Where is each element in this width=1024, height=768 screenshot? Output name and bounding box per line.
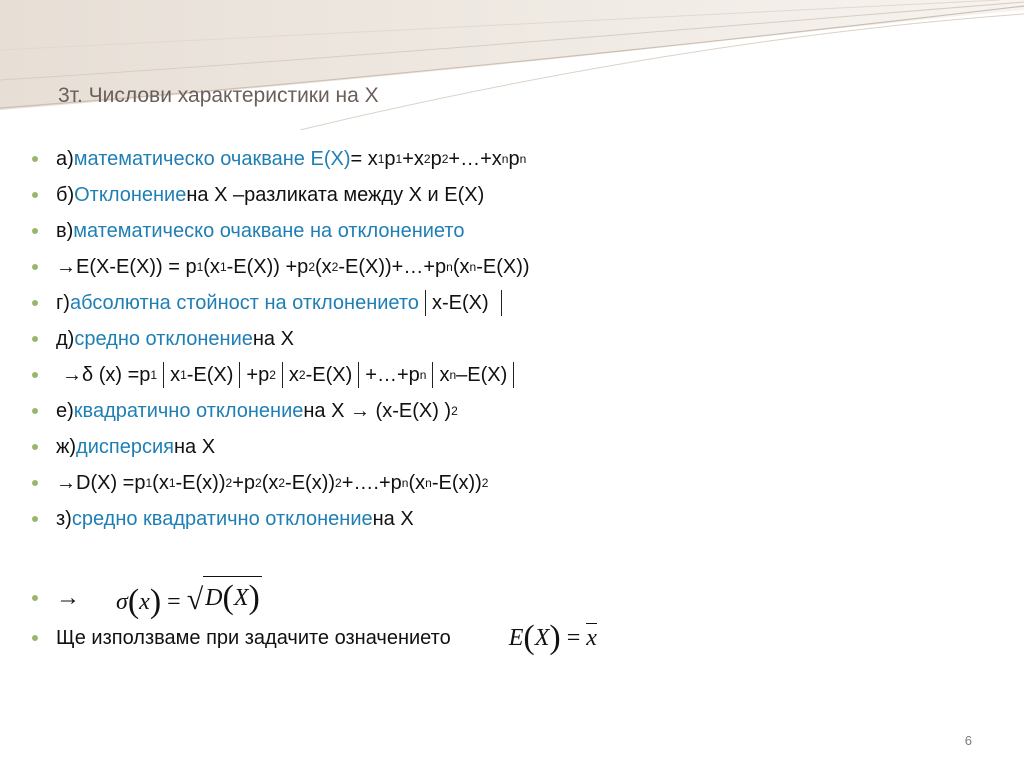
term-absolute-deviation: абсолютна стойност на отклонението [69, 291, 419, 314]
equals: = [566, 625, 581, 651]
list-item-sigma-formula [32, 574, 262, 622]
paren: ( [523, 619, 535, 656]
list-item-g [32, 286, 508, 320]
formula-text: (x [452, 255, 470, 278]
subscript: n [419, 368, 427, 382]
bullet-dot [32, 228, 38, 234]
arrow-symbol: → [56, 584, 80, 611]
formula-text: x-E(X) [431, 291, 489, 314]
abs-bar [282, 362, 283, 388]
item-text: на X [173, 435, 216, 458]
paren: ) [248, 578, 260, 616]
item-prefix: з) [56, 507, 72, 530]
subscript: 1 [180, 368, 187, 382]
formula-text: p [384, 147, 396, 170]
term-squared-deviation: квадратично отклонение [73, 399, 304, 422]
radical-sign: √ [186, 582, 204, 616]
formula-text: →δ (x) =p [62, 363, 151, 386]
item-prefix: е) [56, 399, 74, 422]
superscript: 2 [225, 476, 233, 490]
formula-text: –E(X) [456, 363, 508, 386]
subscript: n [401, 476, 409, 490]
formula-text: →D(X) =p [56, 471, 146, 494]
list-item-e [32, 394, 458, 428]
formula-sigma [116, 576, 262, 621]
subscript: n [469, 260, 477, 274]
header-decoration [0, 0, 1024, 130]
item-text: Ще използваме при задачите означението [56, 626, 451, 649]
sigma-symbol: σ [116, 588, 128, 615]
item-prefix: а) [56, 147, 74, 170]
item-prefix: д) [56, 327, 75, 350]
subscript: 1 [168, 476, 176, 490]
variable: D [205, 584, 223, 611]
formula-text: -E(X) [186, 363, 234, 386]
formula-text: →E(X-E(X)) = p [56, 255, 197, 278]
item-prefix: г) [56, 291, 70, 314]
formula-text: +x [402, 147, 424, 170]
term-standard-deviation: средно квадратично отклонение [71, 507, 373, 530]
variable: X [233, 584, 249, 611]
bullet-dot [32, 480, 38, 486]
subscript: 2 [331, 260, 339, 274]
superscript: 2 [451, 404, 458, 418]
subscript: n [446, 260, 453, 274]
bullet-dot [32, 264, 38, 270]
page-number: 6 [964, 733, 972, 748]
radicand [203, 576, 262, 617]
bullet-dot [32, 444, 38, 450]
formula-text: (x [408, 471, 426, 494]
formula-text: -E(X)) [476, 255, 530, 278]
subscript: 1 [377, 152, 385, 166]
formula-text: -E(X)) +p [226, 255, 309, 278]
paren: ) [149, 582, 162, 620]
bullet-dot [32, 635, 38, 641]
formula-text: -E(x)) [175, 471, 226, 494]
bullet-dot [32, 372, 38, 378]
list-item-d [32, 322, 294, 356]
subscript: 1 [219, 260, 227, 274]
list-item-z [32, 502, 414, 536]
list-item-zh [32, 430, 215, 464]
subscript: 2 [269, 368, 276, 382]
formula-text: -E(x)) [431, 471, 482, 494]
subscript: 1 [150, 368, 158, 382]
formula-text: (x [152, 471, 169, 494]
subscript: 2 [423, 152, 431, 166]
formula-text: -E(x)) [285, 471, 336, 494]
list-item-d-formula [32, 358, 520, 392]
formula-text: p [508, 147, 520, 170]
abs-bar [239, 362, 240, 388]
list-item-v [32, 214, 464, 248]
variable: x [139, 588, 150, 615]
term-variance: дисперсия [76, 435, 174, 458]
bullet-dot [32, 516, 38, 522]
subscript: n [425, 476, 432, 490]
abs-bar [163, 362, 164, 388]
item-prefix: в) [56, 219, 74, 242]
subscript: 1 [395, 152, 403, 166]
formula-text: +…+p [365, 363, 420, 386]
sqrt [187, 576, 262, 617]
subscript: 2 [308, 260, 315, 274]
formula-text: x [288, 363, 299, 386]
abs-bar [432, 362, 433, 388]
term-deviation: Отклонение [74, 183, 187, 206]
formula-text: = x [350, 147, 378, 170]
list-item-v-formula [32, 250, 530, 284]
formula-text: +…+x [448, 147, 502, 170]
equals: = [167, 588, 181, 615]
superscript: 2 [335, 476, 342, 490]
list-item-zh-formula [32, 466, 488, 500]
formula-text: x [439, 363, 450, 386]
bullet-dot [32, 336, 38, 342]
variable: E [508, 625, 524, 651]
abs-bar [501, 290, 502, 316]
subscript: 1 [196, 260, 204, 274]
subscript: n [501, 152, 509, 166]
paren: ( [127, 582, 140, 620]
bullet-dot [32, 300, 38, 306]
subscript: 2 [298, 368, 306, 382]
formula-text: на X → (x-E(X) ) [303, 399, 452, 422]
subscript: n [519, 152, 527, 166]
formula-text: (x [203, 255, 220, 278]
abs-bar [358, 362, 359, 388]
bullet-dot [32, 192, 38, 198]
bullet-dot [32, 408, 38, 414]
item-prefix: ж) [56, 435, 77, 458]
superscript: 2 [481, 476, 489, 490]
list-item-a [32, 142, 526, 176]
term-mean-deviation: средно отклонение [74, 327, 253, 350]
subscript: 2 [278, 476, 286, 490]
formula-text: -E(X) [305, 363, 353, 386]
formula-text: +p [232, 471, 255, 494]
subscript: 2 [441, 152, 449, 166]
bullet-dot [32, 595, 38, 601]
list-item-last [32, 618, 597, 658]
formula-ex [509, 619, 597, 657]
formula-text: -E(X))+…+p [338, 255, 447, 278]
subscript: 2 [255, 476, 262, 490]
item-text: на X –разликата между X и E(X) [186, 183, 485, 206]
formula-text: +….+p [341, 471, 402, 494]
abs-bar [425, 290, 426, 316]
abs-bar [513, 362, 514, 388]
variable: X [534, 625, 550, 651]
item-text: на X [252, 327, 294, 350]
list-item-b [32, 178, 484, 212]
formula-text: +p [246, 363, 270, 386]
term-expectation: математическо очакване E(X) [73, 147, 351, 170]
subscript: n [449, 368, 457, 382]
item-text: на X [372, 507, 414, 530]
paren: ) [549, 619, 561, 656]
term-expectation-of-deviation: математическо очакване на отклонението [73, 219, 465, 242]
slide-title: 3т. Числови характеристики на X [58, 84, 379, 107]
subscript: 1 [145, 476, 153, 490]
formula-text: (x [315, 255, 332, 278]
variable-x-bar: x [586, 625, 597, 651]
item-prefix: б) [56, 183, 75, 206]
formula-text: (x [261, 471, 279, 494]
formula-text: x [170, 363, 181, 386]
bullet-dot [32, 156, 38, 162]
paren: ( [222, 578, 234, 616]
formula-text: p [430, 147, 442, 170]
